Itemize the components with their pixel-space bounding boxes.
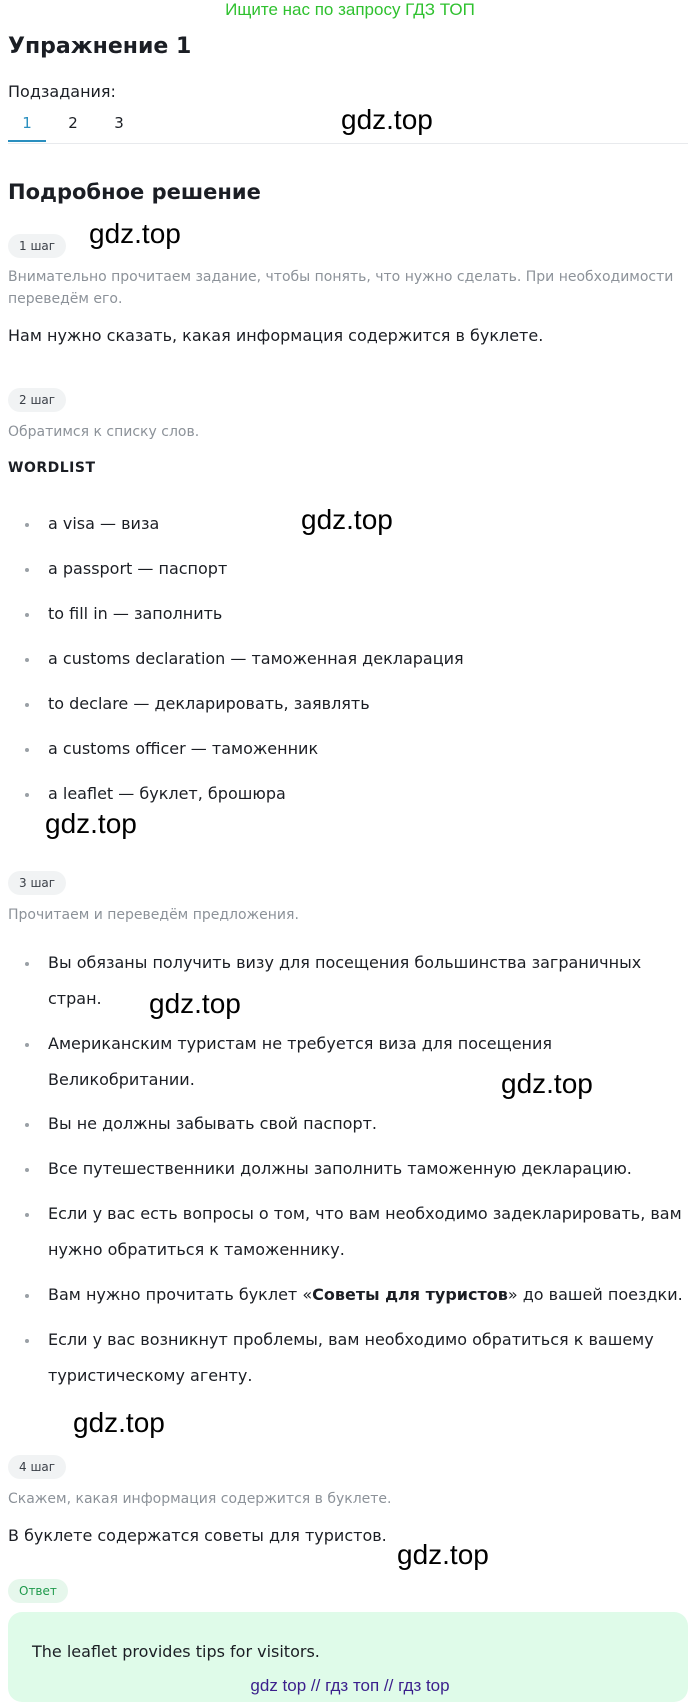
bullet [25, 1168, 29, 1172]
bullet [25, 1339, 29, 1343]
step-2-hint: Обратимся к списку слов. [8, 424, 200, 440]
tab-subtask-2[interactable]: 2 [68, 114, 78, 132]
sentence-item: Если у вас есть вопросы о том, что вам необходимо задекларировать, вам нужно обратиться к таможеннику. [48, 1204, 682, 1259]
wordlist-heading: WORDLIST [8, 460, 96, 476]
wordlist-item: a customs officer — таможенник [48, 739, 319, 758]
answer-chip: Ответ [8, 1579, 68, 1603]
bullet [25, 1043, 29, 1047]
solution-title: Подробное решение [8, 180, 261, 204]
bullet [25, 1123, 29, 1127]
wordlist-item: to fill in — заполнить [48, 604, 223, 623]
sentence-item [48, 1277, 688, 1313]
wordlist-item: a leaflet — буклет, брошюра [48, 784, 286, 803]
step-1-hint: Внимательно прочитаем задание, чтобы понять, что нужно сделать. При необходимости переведём его. [8, 269, 674, 307]
step-4-chip: 4 шаг [8, 1455, 66, 1479]
step-1-chip: 1 шаг [8, 234, 66, 258]
bullet [25, 1213, 29, 1217]
page-title: Упражнение 1 [8, 34, 192, 59]
wordlist-item: a visa — виза [48, 514, 160, 533]
footer-links[interactable]: gdz top // гдз топ // гдз top [250, 1676, 450, 1695]
wordlist-item: to declare — декларировать, заявлять [48, 694, 370, 713]
watermark: gdz.top [301, 504, 393, 535]
sentence-part: Вам нужно прочитать буклет « [48, 1285, 313, 1304]
subtasks-label: Подзадания: [8, 82, 116, 101]
watermark: gdz.top [501, 1068, 593, 1099]
step-3-chip: 3 шаг [8, 871, 66, 895]
promo-banner[interactable]: Ищите нас по запросу ГДЗ ТОП [225, 0, 475, 19]
watermark: gdz.top [45, 808, 137, 839]
tab-subtask-1[interactable]: 1 [8, 114, 46, 142]
watermark: gdz.top [341, 104, 433, 135]
step-3-hint: Прочитаем и переведём предложения. [8, 907, 299, 923]
step-4-text: В буклете содержатся советы для туристов. [8, 1526, 387, 1545]
tab-subtask-3[interactable]: 3 [114, 114, 124, 132]
watermark: gdz.top [73, 1407, 165, 1438]
step-1-text: Нам нужно сказать, какая информация содержится в буклете. [8, 326, 544, 345]
bullet [25, 568, 29, 572]
sentence-item: Все путешественники должны заполнить таможенную декларацию. [48, 1159, 632, 1178]
step-2-chip: 2 шаг [8, 388, 66, 412]
watermark: gdz.top [89, 218, 181, 249]
wordlist-item: a customs declaration — таможенная декларация [48, 649, 464, 668]
sentence-item: Вы не должны забывать свой паспорт. [48, 1114, 378, 1133]
bullet [25, 1294, 29, 1298]
bullet [25, 703, 29, 707]
sentence-part: » до вашей поездки. [507, 1285, 683, 1304]
bullet [25, 658, 29, 662]
watermark: gdz.top [149, 988, 241, 1019]
bullet [25, 523, 29, 527]
sentence-item: Американским туристам не требуется виза для посещения Великобритании. [48, 1034, 553, 1089]
bullet [25, 962, 29, 966]
step-4-hint: Скажем, какая информация содержится в буклете. [8, 1491, 392, 1507]
leaflet-title: Советы для туристов [312, 1285, 508, 1304]
watermark: gdz.top [397, 1539, 489, 1570]
sentence-item: Если у вас возникнут проблемы, вам необходимо обратиться к вашему туристическому агенту. [48, 1330, 654, 1385]
answer-text: The leaflet provides tips for visitors. [32, 1642, 320, 1661]
bullet [25, 613, 29, 617]
sentence-item: Вы обязаны получить визу для посещения большинства заграничных стран. [48, 953, 642, 1008]
bullet [25, 793, 29, 797]
wordlist-item: a passport — паспорт [48, 559, 228, 578]
tabs-divider [8, 143, 688, 144]
bullet [25, 748, 29, 752]
